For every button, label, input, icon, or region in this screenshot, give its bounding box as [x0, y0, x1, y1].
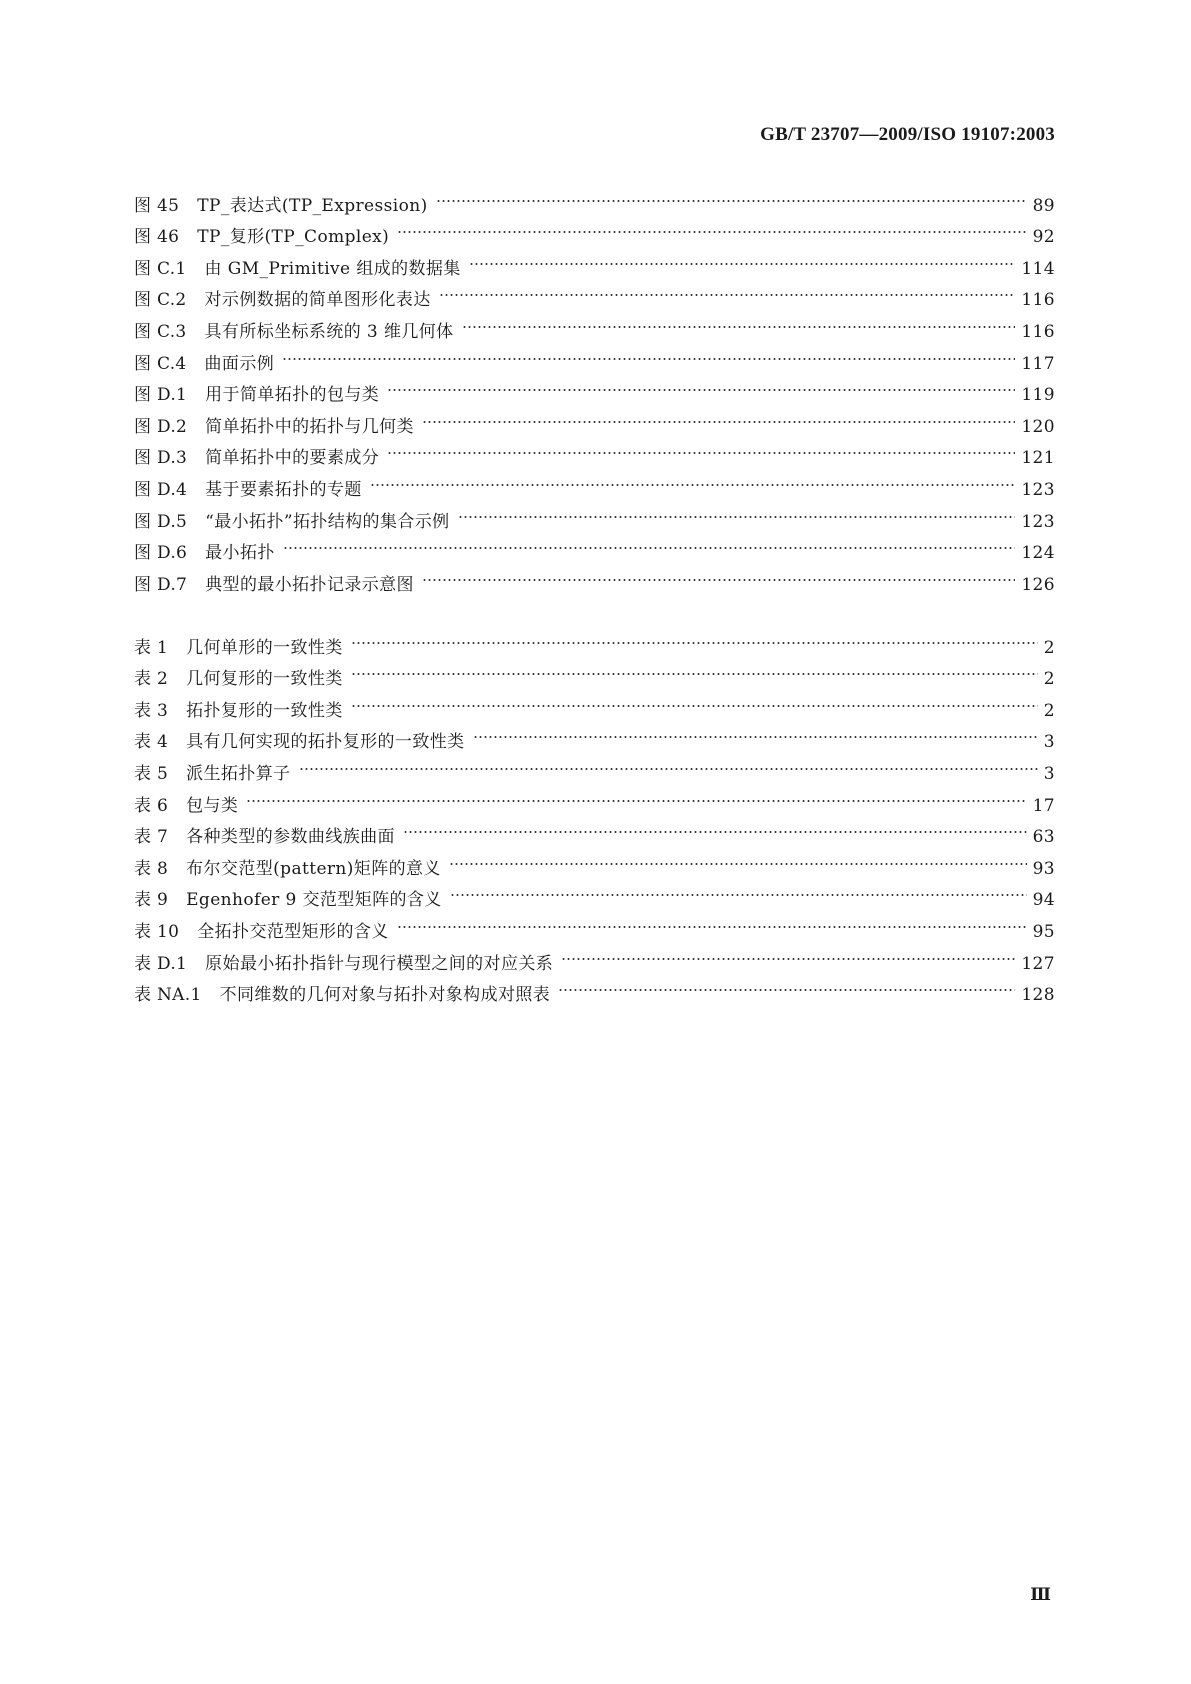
dot-leader [387, 432, 1015, 464]
entry-page-number: 124 [1021, 543, 1055, 564]
entry-label: 图 D.3 [134, 448, 188, 469]
toc-entry-figure[interactable] [134, 179, 1055, 216]
entry-title: TP_复形(TP_Complex) [197, 227, 390, 248]
dot-leader [351, 621, 1038, 653]
toc-entry-table[interactable] [134, 621, 1055, 658]
entry-title: 由 GM_Primitive 组成的数据集 [204, 258, 461, 279]
entry-page-number: 2 [1043, 700, 1055, 721]
page-number: Ⅲ [1030, 1585, 1051, 1604]
entry-page-number: 3 [1043, 732, 1055, 753]
entry-page-number: 119 [1021, 385, 1055, 406]
entry-title: TP_表达式(TP_Expression) [197, 195, 428, 216]
dot-leader [370, 463, 1016, 495]
entry-page-number: 128 [1021, 985, 1055, 1006]
dot-leader [558, 969, 1015, 1001]
entry-title: 原始最小拓扑指针与现行模型之间的对应关系 [205, 953, 554, 974]
entry-title: Egenhofer 9 交范型矩阵的含义 [186, 890, 442, 911]
entry-label: 表 7 [134, 827, 169, 848]
toc-entry-table[interactable] [134, 811, 1055, 848]
entry-page-number: 127 [1021, 953, 1055, 974]
dot-leader [422, 558, 1015, 590]
entry-label: 图 46 [134, 227, 180, 248]
dot-leader [462, 305, 1016, 337]
entry-label: 表 D.1 [134, 953, 188, 974]
entry-page-number: 121 [1021, 448, 1055, 469]
entry-label: 图 C.3 [134, 321, 187, 342]
entry-title: 包与类 [186, 795, 239, 816]
entry-page-number: 116 [1021, 321, 1055, 342]
dot-leader [351, 653, 1038, 685]
entry-page-number: 123 [1021, 479, 1055, 500]
entry-page-number: 126 [1021, 574, 1055, 595]
entry-title: 派生拓扑算子 [186, 763, 291, 784]
dot-leader [397, 211, 1026, 243]
entry-label: 表 2 [134, 669, 169, 690]
entry-page-number: 116 [1021, 290, 1055, 311]
entry-page-number: 3 [1043, 763, 1055, 784]
entry-page-number: 2 [1043, 669, 1055, 690]
entry-title: 各种类型的参数曲线族曲面 [186, 827, 395, 848]
entry-label: 表 4 [134, 732, 169, 753]
entry-page-number: 89 [1032, 195, 1055, 216]
dot-leader [282, 337, 1015, 369]
entry-page-number: 123 [1021, 511, 1055, 532]
entry-label: 表 NA.1 [134, 985, 202, 1006]
entry-label: 表 5 [134, 763, 169, 784]
entry-label: 图 C.4 [134, 353, 187, 374]
entry-title: 具有几何实现的拓扑复形的一致性类 [186, 732, 465, 753]
entry-title: 几何单形的一致性类 [186, 637, 343, 658]
dot-leader [450, 874, 1027, 906]
dot-leader [387, 369, 1015, 401]
dot-leader [246, 779, 1026, 811]
entry-title: 简单拓扑中的要素成分 [205, 448, 380, 469]
entry-label: 图 D.6 [134, 543, 188, 564]
entry-label: 图 D.7 [134, 574, 188, 595]
table-list [134, 621, 1055, 1006]
dot-leader [469, 242, 1016, 274]
entry-title: “最小拓扑”拓扑结构的集合示例 [205, 511, 450, 532]
entry-label: 表 3 [134, 700, 169, 721]
entry-label: 图 D.2 [134, 416, 188, 437]
entry-label: 表 10 [134, 921, 180, 942]
entry-title: 基于要素拓扑的专题 [205, 479, 362, 500]
entry-label: 表 9 [134, 890, 169, 911]
entry-page-number: 94 [1032, 890, 1055, 911]
entry-page-number: 120 [1021, 416, 1055, 437]
dot-leader [473, 716, 1038, 748]
entry-title: 最小拓扑 [205, 543, 275, 564]
dot-leader [422, 400, 1015, 432]
entry-page-number: 117 [1021, 353, 1055, 374]
entry-label: 表 1 [134, 637, 169, 658]
entry-title: 典型的最小拓扑记录示意图 [205, 574, 414, 595]
entry-label: 图 45 [134, 195, 180, 216]
dot-leader [403, 811, 1027, 843]
entry-title: 简单拓扑中的拓扑与几何类 [205, 416, 414, 437]
entry-title: 不同维数的几何对象与拓扑对象构成对照表 [219, 985, 551, 1006]
entry-title: 布尔交范型(pattern)矩阵的意义 [186, 858, 441, 879]
entry-label: 图 C.2 [134, 290, 187, 311]
entry-page-number: 114 [1021, 258, 1055, 279]
standard-code-header: GB/T 23707—2009/ISO 19107:2003 [760, 124, 1055, 145]
entry-label: 图 D.4 [134, 479, 188, 500]
dot-leader [283, 527, 1016, 559]
entry-title: 具有所标坐标系统的 3 维几何体 [204, 321, 454, 342]
entry-label: 图 D.1 [134, 385, 188, 406]
dot-leader [436, 179, 1027, 211]
dot-leader [458, 495, 1016, 527]
entry-title: 全拓扑交范型矩形的含义 [197, 921, 389, 942]
entry-title: 拓扑复形的一致性类 [186, 700, 343, 721]
entry-label: 表 6 [134, 795, 169, 816]
entry-label: 表 8 [134, 858, 169, 879]
entry-label: 图 D.5 [134, 511, 188, 532]
entry-page-number: 63 [1032, 827, 1055, 848]
entry-label: 图 C.1 [134, 258, 187, 279]
entry-page-number: 93 [1032, 858, 1055, 879]
dot-leader [449, 842, 1027, 874]
entry-page-number: 95 [1032, 921, 1055, 942]
entry-page-number: 92 [1032, 227, 1055, 248]
figure-list [134, 179, 1055, 595]
entry-title: 用于简单拓扑的包与类 [205, 385, 380, 406]
entry-page-number: 2 [1043, 637, 1055, 658]
dot-leader [561, 937, 1015, 969]
dot-leader [397, 905, 1027, 937]
entry-page-number: 17 [1032, 795, 1055, 816]
dot-leader [439, 274, 1016, 306]
toc-entry-table[interactable] [134, 779, 1055, 816]
dot-leader [299, 747, 1038, 779]
entry-title: 对示例数据的简单图形化表达 [204, 290, 431, 311]
entry-title: 几何复形的一致性类 [186, 669, 343, 690]
entry-title: 曲面示例 [204, 353, 275, 374]
dot-leader [351, 684, 1038, 716]
